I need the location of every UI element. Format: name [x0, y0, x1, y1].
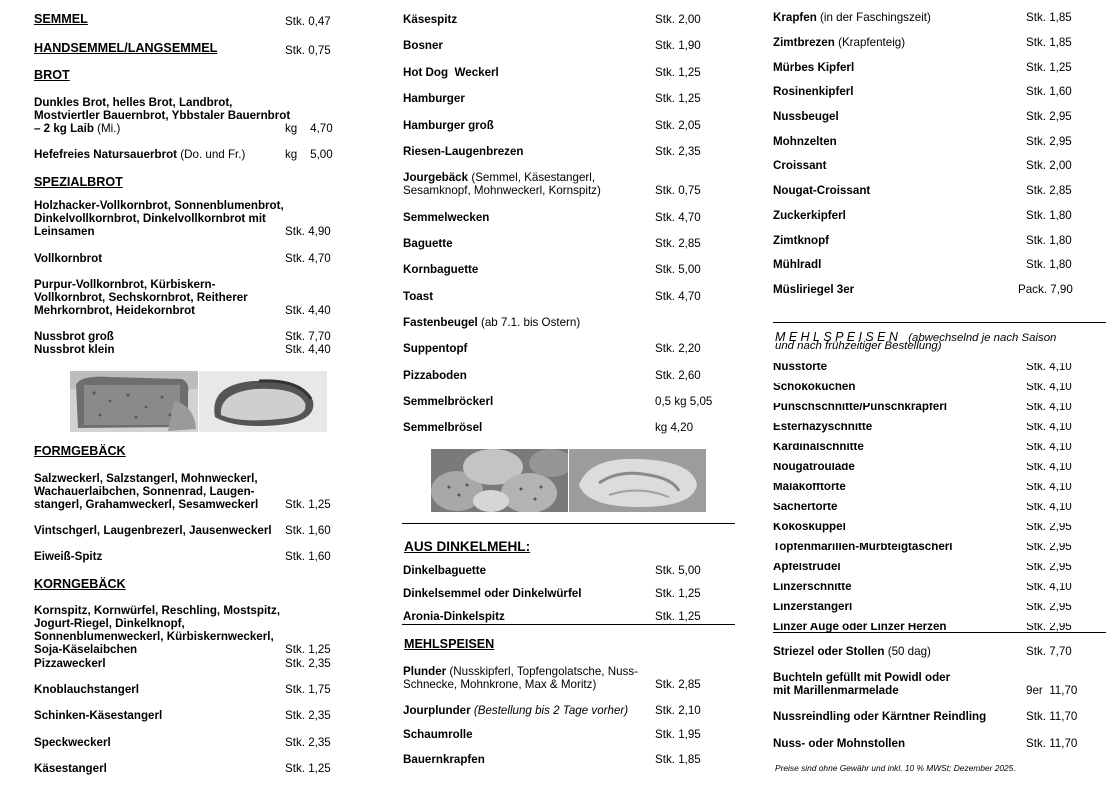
pastry-photo: [569, 449, 706, 512]
menu-item: Zimtbrezen (Krapfenteig) Stk. 1,85: [773, 36, 1072, 49]
bread-photo-half: [199, 371, 327, 432]
menu-item: Linzerstangerl Stk. 2,95: [773, 603, 1072, 613]
menu-item: Nuss- oder Mohnstollen Stk. 11,70: [773, 737, 1078, 750]
menu-item: Nusstorte Stk. 4,10: [773, 363, 1072, 373]
menu-item: Semmelbrösel kg 4,20: [403, 421, 694, 434]
menu-item: Dunkles Brot, helles Brot, Landbrot, Mostviertler Bauernbrot, Ybbstaler Bauernbrot – 2 kg Laib (Mi.) kg 4,70: [34, 96, 333, 135]
bread-photo-loaf: [70, 371, 198, 432]
menu-item: Sachertorte Stk. 4,10: [773, 503, 1072, 513]
menu-item: Nussbeugel Stk. 2,95: [773, 110, 1072, 123]
menu-item: Mohnzelten Stk. 2,95: [773, 135, 1072, 148]
menu-item: Pizzaweckerl Stk. 2,35: [34, 657, 331, 670]
section-heading-formgebaeck: FORMGEBÄCK: [34, 444, 126, 458]
menu-item: Jourplunder (Bestellung bis 2 Tage vorher) Stk. 2,10: [403, 704, 701, 717]
section-heading-mehlspeisen: MEHLSPEISEN: [404, 637, 495, 651]
menu-item: Müsliriegel 3er Pack. 7,90: [773, 283, 1073, 296]
menu-item: Aronia-Dinkelspitz Stk. 1,25: [403, 610, 701, 623]
section-heading-dinkel: AUS DINKELMEHL:: [404, 539, 531, 554]
menu-item: Rosinenkipferl Stk. 1,60: [773, 85, 1072, 98]
menu-item: Hamburger groß Stk. 2,05: [403, 119, 701, 132]
column-2: [403, 0, 736, 787]
menu-item: Nussbrot klein Stk. 4,40: [34, 343, 331, 356]
menu-item: Zuckerkipferl Stk. 1,80: [773, 209, 1072, 222]
menu-item: Kornbaguette Stk. 5,00: [403, 263, 701, 276]
menu-item: Krapfen (in der Faschingszeit) Stk. 1,85: [773, 11, 1072, 24]
menu-item: Striezel oder Stollen (50 dag) Stk. 7,70: [773, 645, 1072, 658]
menu-item: Pizzaboden Stk. 2,60: [403, 369, 701, 382]
menu-item: Baguette Stk. 2,85: [403, 237, 701, 250]
rolls-photo: [431, 449, 568, 512]
menu-item: Knoblauchstangerl Stk. 1,75: [34, 683, 331, 696]
price-handsemmel: Stk. 0,75: [285, 44, 331, 57]
menu-item: Toast Stk. 4,70: [403, 290, 701, 303]
menu-item: Topfenmarillen-Mürbteigtascherl Stk. 2,95: [773, 543, 1072, 553]
menu-item: Punschschnitte/Punschkrapferl Stk. 4,10: [773, 403, 1072, 413]
menu-item: Nussbrot groß Stk. 7,70: [34, 330, 331, 343]
section-divider: [773, 632, 1106, 633]
section-heading-korngebaeck: KORNGEBÄCK: [34, 577, 126, 591]
menu-item: Semmelbröckerl 0,5 kg 5,05: [403, 395, 713, 408]
section-divider: [773, 322, 1106, 323]
menu-item: Linzer Auge oder Linzer Herzen Stk. 2,95: [773, 623, 1072, 633]
menu-item: Suppentopf Stk. 2,20: [403, 342, 701, 355]
menu-item: Malakofftorte Stk. 4,10: [773, 483, 1072, 493]
price-semmel: Stk. 0,47: [285, 15, 331, 28]
menu-item: Nussreindling oder Kärntner Reindling Stk. 11,70: [773, 710, 1078, 723]
menu-item: Nougat-Croissant Stk. 2,85: [773, 184, 1072, 197]
menu-item: Buchteln gefüllt mit Powidl oder mit Marillenmarmelade 9er 11,70: [773, 671, 1078, 697]
section-divider: [402, 523, 735, 524]
menu-item: Fastenbeugel (ab 7.1. bis Ostern): [403, 316, 581, 329]
menu-item: Croissant Stk. 2,00: [773, 159, 1072, 172]
section-heading-spezialbrot: SPEZIALBROT: [34, 175, 123, 189]
price-footnote: Preise sind ohne Gewähr und inkl. 10 % MWSt; Dezember 2025.: [775, 763, 1016, 773]
menu-item: Mürbes Kipferl Stk. 1,25: [773, 61, 1072, 74]
section-heading-brot: BROT: [34, 68, 70, 82]
menu-item: Zimtknopf Stk. 1,80: [773, 234, 1072, 247]
menu-item: Purpur-Vollkornbrot, Kürbiskern-Vollkornbrot, Sechskornbrot, Reitherer Mehrkornbrot, Heidekornbrot Stk. 4,40: [34, 278, 331, 317]
menu-item: Salzweckerl, Salzstangerl, Mohnweckerl, Wachauerlaibchen, Sonnenrad, Laugen-stangerl, Grahamweckerl, Sesamweckerl Stk. 1,25: [34, 472, 331, 511]
menu-item: Vintschgerl, Laugenbrezerl, Jausenweckerl Stk. 1,60: [34, 524, 331, 537]
menu-item: Käsespitz Stk. 2,00: [403, 13, 701, 26]
menu-item: Nougatroulade Stk. 4,10: [773, 463, 1072, 473]
section-heading-mehlspeisen-cakes: MEHLSPEISEN (abwechselnd je nach Saison: [775, 330, 1057, 344]
menu-item: Dinkelbaguette Stk. 5,00: [403, 564, 701, 577]
menu-item: Schinken-Käsestangerl Stk. 2,35: [34, 709, 331, 722]
menu-item: Eiweiß-Spitz Stk. 1,60: [34, 550, 331, 563]
menu-item: Dinkelsemmel oder Dinkelwürfel Stk. 1,25: [403, 587, 701, 600]
menu-item: Kokoskuppel Stk. 2,95: [773, 523, 1072, 533]
menu-item: Kardinalschnitte Stk. 4,10: [773, 443, 1072, 453]
menu-item: Bosner Stk. 1,90: [403, 39, 701, 52]
menu-item: Apfelstrudel Stk. 2,95: [773, 563, 1072, 573]
menu-item: Holzhacker-Vollkornbrot, Sonnenblumenbrot, Dinkelvollkornbrot, Dinkelvollkornbrot mit Leinsamen Stk. 4,90: [34, 199, 331, 238]
menu-item: Schokokuchen Stk. 4,10: [773, 383, 1072, 393]
mehlspeisen-subheading: und nach frühzeitiger Bestellung): [775, 340, 942, 352]
menu-item: Bauernkrapfen Stk. 1,85: [403, 753, 701, 766]
section-heading-handsemmel: HANDSEMMEL/LANGSEMMEL: [34, 41, 218, 55]
column-1: [34, 0, 339, 787]
menu-item: Hot Dog Weckerl Stk. 1,25: [403, 66, 701, 79]
column-3: [773, 0, 1106, 787]
menu-item: Mühlradl Stk. 1,80: [773, 258, 1072, 271]
menu-item: Hefefreies Natursauerbrot (Do. und Fr.) kg 5,00: [34, 148, 333, 161]
section-divider: [402, 624, 735, 625]
menu-item: Semmelwecken Stk. 4,70: [403, 211, 701, 224]
menu-item: Käsestangerl Stk. 1,25: [34, 762, 331, 775]
menu-item: Plunder (Nusskipferl, Topfengolatsche, Nuss-Schnecke, Mohnkrone, Max & Moritz) Stk. 2,85: [403, 665, 701, 691]
menu-item: Jourgebäck (Semmel, Käsestangerl, Sesamknopf, Mohnweckerl, Kornspitz) Stk. 0,75: [403, 171, 701, 197]
menu-item: Linzerschnitte Stk. 4,10: [773, 583, 1072, 593]
menu-item: Kornspitz, Kornwürfel, Reschling, Mostspitz, Jogurt-Riegel, Dinkelknopf, Sonnenblumenweckerl, Kürbiskernweckerl, Soja-Käselaibchen Stk. 1,25: [34, 604, 331, 656]
menu-item: Vollkornbrot Stk. 4,70: [34, 252, 331, 265]
section-heading-semmel: SEMMEL: [34, 12, 88, 26]
menu-item: Speckweckerl Stk. 2,35: [34, 736, 331, 749]
menu-item: Esterhazyschnitte Stk. 4,10: [773, 423, 1072, 433]
menu-item: Hamburger Stk. 1,25: [403, 92, 701, 105]
menu-item: Schaumrolle Stk. 1,95: [403, 728, 701, 741]
menu-item: Riesen-Laugenbrezen Stk. 2,35: [403, 145, 701, 158]
